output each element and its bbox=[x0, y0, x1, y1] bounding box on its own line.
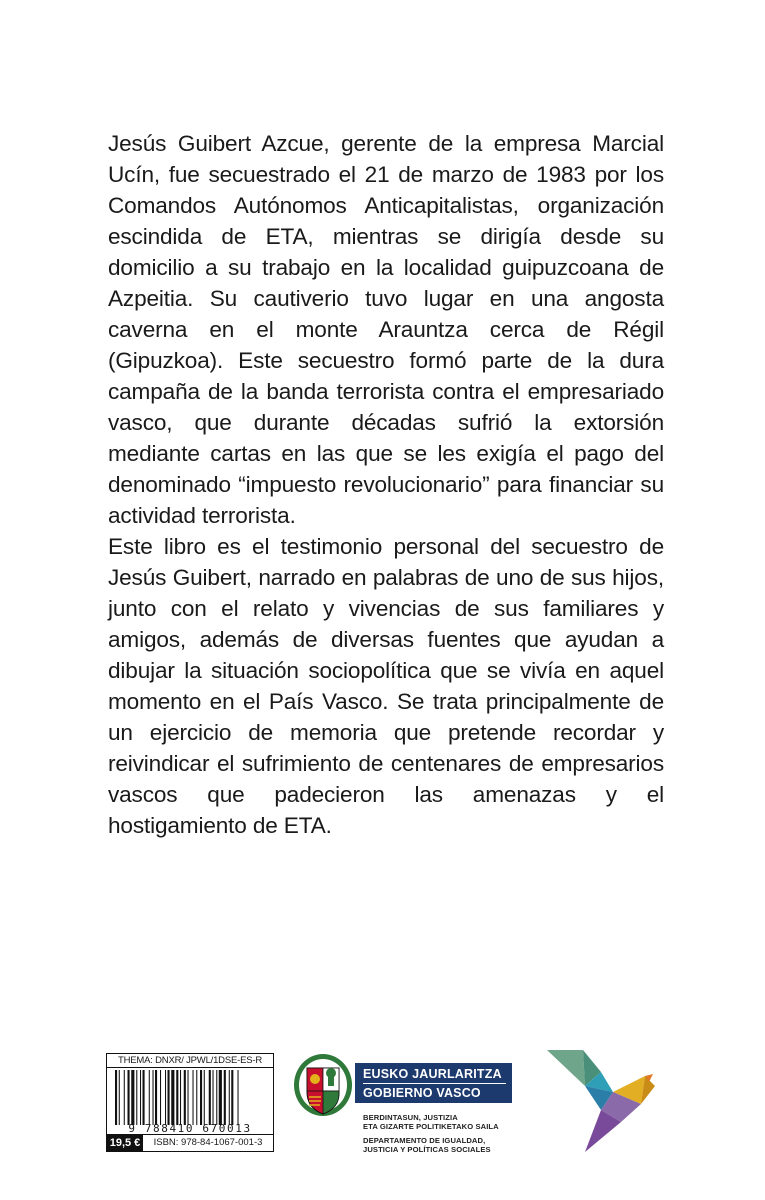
barcode-icon bbox=[115, 1070, 269, 1125]
department-name-es bbox=[363, 1136, 491, 1154]
barcode-block bbox=[106, 1053, 274, 1152]
back-cover-blurb bbox=[108, 128, 664, 841]
department-eu-line-2: ETA GIZARTE POLITIKETAKO SAILA bbox=[363, 1122, 499, 1131]
blurb-paragraph-1: Jesús Guibert Azcue, gerente de la empresa Marcial Ucín, fue secuestrado el 21 de marzo de 1983 por los Comandos Autónomos Anticapitalistas, organización escindida de ETA, mientras se dirigía desde su domicilio a su trabajo en la localidad guipuzcoana de Azpeitia. Su cautiverio tuvo lugar en una angosta caverna en el monte Arauntza cerca de Régil (Gipuzkoa). Este secuestro formó parte de la dura campaña de la banda terrorista contra el empresariado vasco, que durante décadas sufrió la extorsión mediante cartas en las que se les exigía el pago del denominado “impuesto revolucionario” para financiar su actividad terrorista. bbox=[108, 131, 664, 528]
price-row bbox=[107, 1134, 273, 1151]
government-name-es: GOBIERNO VASCO bbox=[363, 1083, 506, 1102]
government-name-eu: EUSKO JAURLARITZA bbox=[363, 1067, 502, 1081]
government-logo bbox=[292, 1052, 522, 1162]
blurb-paragraph-2: Este libro es el testimonio personal del secuestro de Jesús Guibert, narrado en palabras de uno de sus hijos, junto con el relato y vivencias de sus familiares y amigos, además de diversas fuentes que ayudan a dibujar la situación sociopolítica que se vivía en aquel momento en el País Vasco. Se trata principalmente de un ejercicio de memoria que pretende recordar y reivindicar el sufrimiento de centenares de empresarios vascos que padecieron las amenazas y el hostigamiento de ETA. bbox=[108, 534, 664, 838]
origami-bird-icon bbox=[545, 1046, 657, 1154]
government-name-band bbox=[355, 1063, 512, 1103]
price-label: 19,5 € bbox=[107, 1135, 143, 1151]
department-eu-line-1: BERDINTASUN, JUSTIZIA bbox=[363, 1113, 458, 1122]
barcode-digits: 9 788410 670013 bbox=[128, 1122, 252, 1135]
department-es-line-1: DEPARTAMENTO DE IGUALDAD, bbox=[363, 1136, 486, 1145]
department-es-line-2: JUSTICIA Y POLÍTICAS SOCIALES bbox=[363, 1145, 491, 1154]
isbn-label: ISBN: 978-84-1067-001-3 bbox=[153, 1137, 263, 1148]
basque-coat-of-arms-icon bbox=[292, 1052, 354, 1118]
department-name-eu bbox=[363, 1113, 499, 1131]
thema-code: THEMA: DNXR/ JPWL/1DSE-ES-R bbox=[107, 1054, 273, 1068]
